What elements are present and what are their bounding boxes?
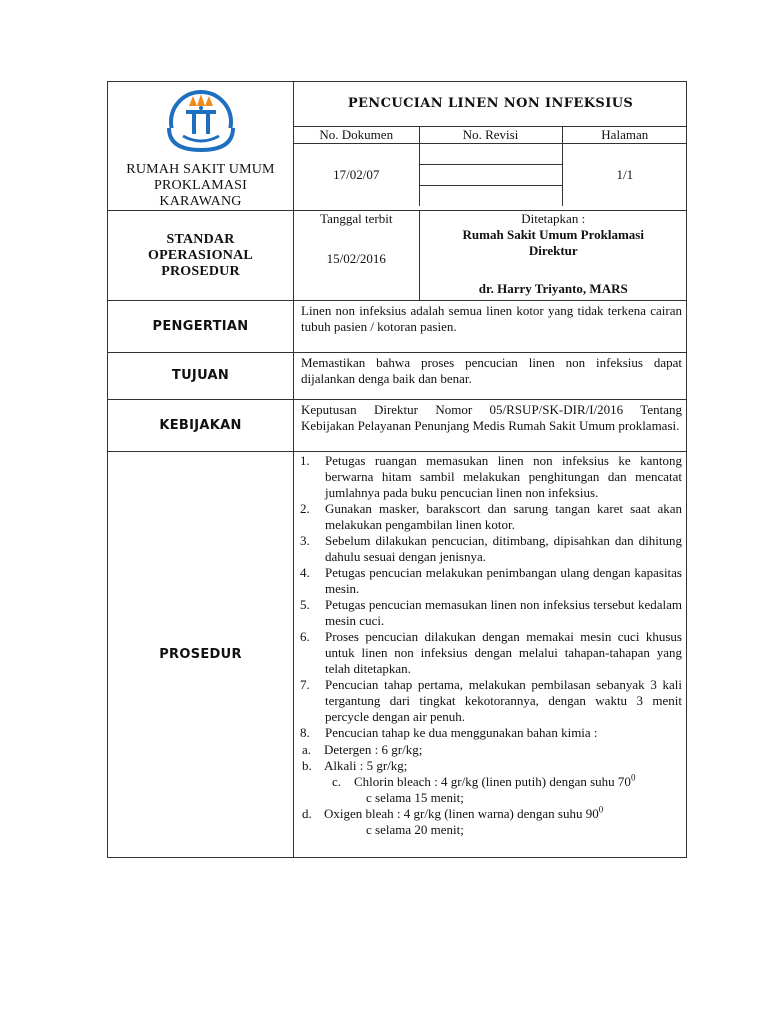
director-name: dr. Harry Triyanto, MARS bbox=[478, 281, 628, 296]
step-number: 7. bbox=[300, 677, 310, 692]
revisi-cell-3 bbox=[419, 186, 562, 207]
sop-document bbox=[107, 81, 686, 858]
revisi-cell-1 bbox=[419, 144, 562, 165]
step-item bbox=[294, 725, 682, 741]
sop-label-line3: PROSEDUR bbox=[161, 263, 240, 279]
degree-sup: 0 bbox=[598, 804, 604, 815]
step-item bbox=[294, 565, 682, 597]
step-item bbox=[294, 677, 682, 725]
step-number: 1. bbox=[300, 453, 310, 468]
step-text: Gunakan masker, barakscort dan sarung tangan karet saat akan melakukan pengambilan linen kotor. bbox=[325, 501, 682, 532]
substep-list bbox=[294, 742, 686, 838]
document-header-grid bbox=[294, 82, 687, 206]
tanggal-value: 15/02/2016 bbox=[326, 251, 386, 266]
degree-sup: 0 bbox=[630, 772, 636, 783]
sop-label bbox=[108, 211, 294, 301]
substep-item bbox=[296, 742, 686, 758]
document-header bbox=[294, 82, 687, 211]
step-item bbox=[294, 501, 682, 533]
sop-info bbox=[294, 211, 687, 301]
substep-item bbox=[296, 774, 686, 790]
ditetapkan-org1: Rumah Sakit Umum Proklamasi bbox=[462, 227, 644, 242]
step-text: Petugas pencucian melakukan penimbangan ulang dengan kapasitas mesin. bbox=[325, 565, 682, 596]
tanggal-cell bbox=[294, 211, 419, 300]
substep-text-wrap bbox=[354, 774, 686, 790]
ditetapkan-org2: Direktur bbox=[528, 243, 578, 258]
prosedur-label: PROSEDUR bbox=[108, 452, 294, 858]
step-number: 3. bbox=[300, 533, 310, 548]
step-item bbox=[294, 453, 682, 501]
step-text: Pencucian tahap pertama, melakukan pembilasan sebanyak 3 kali tergantung dari tingkat kekotorannya, dengan waktu 3 menit percycle dengan air penuh. bbox=[325, 677, 682, 724]
pengertian-text: Linen non infeksius adalah semua linen kotor yang tidak terkena cairan tubuh pasien / kotoran pasien. bbox=[294, 301, 687, 353]
col-dokumen-label: No. Dokumen bbox=[294, 127, 419, 144]
step-text: Sebelum dilakukan pencucian, ditimbang, dipisahkan dan dihitung dahulu sesuai dengan jenisnya. bbox=[325, 533, 682, 564]
tujuan-label: TUJUAN bbox=[108, 353, 294, 400]
halaman-value: 1/1 bbox=[562, 144, 687, 207]
step-number: 2. bbox=[300, 501, 310, 516]
substep-letter: b. bbox=[302, 758, 312, 773]
revisi-cell-2 bbox=[419, 165, 562, 186]
substep-text: Alkali : 5 gr/kg; bbox=[324, 758, 408, 773]
substep-item bbox=[296, 758, 686, 774]
substep-text: Detergen : 6 gr/kg; bbox=[324, 742, 423, 757]
step-item bbox=[294, 629, 682, 677]
step-number: 4. bbox=[300, 565, 310, 580]
step-text: Pencucian tahap ke dua menggunakan bahan kimia : bbox=[325, 725, 598, 740]
hospital-name-line1: RUMAH SAKIT UMUM bbox=[126, 162, 275, 177]
hospital-name-line3: KARAWANG bbox=[159, 194, 242, 209]
substep-text-wrap bbox=[324, 806, 686, 822]
substep-text: Chlorin bleach : 4 gr/kg (linen putih) dengan suhu 70 bbox=[354, 774, 631, 789]
substep-letter: c. bbox=[332, 774, 342, 789]
substep-letter: a. bbox=[302, 742, 312, 757]
step-item bbox=[294, 597, 682, 629]
document-title: PENCUCIAN LINEN NON INFEKSIUS bbox=[294, 82, 687, 127]
pengertian-label: PENGERTIAN bbox=[108, 301, 294, 353]
col-halaman-label: Halaman bbox=[562, 127, 687, 144]
step-text: Proses pencucian dilakukan dengan memakai mesin cuci khusus untuk linen non infeksius dengan melalui tahapan-tahapan yang telah ditetapkan. bbox=[325, 629, 682, 676]
step-number: 5. bbox=[300, 597, 310, 612]
substep-letter: d. bbox=[302, 806, 312, 821]
tujuan-text: Memastikan bahwa proses pencucian linen non infeksius dapat dijalankan denga baik dan benar. bbox=[294, 353, 687, 400]
sop-label-line2: OPERASIONAL bbox=[148, 247, 253, 263]
substep-continuation: c selama 20 menit; bbox=[366, 822, 464, 837]
hospital-name-line2: PROKLAMASI bbox=[153, 178, 247, 193]
dokumen-value: 17/02/07 bbox=[294, 144, 419, 207]
sop-label-line1: STANDAR bbox=[166, 231, 235, 247]
kebijakan-label: KEBIJAKAN bbox=[108, 400, 294, 452]
sop-table bbox=[107, 81, 687, 858]
substep-continuation: c selama 15 menit; bbox=[366, 790, 464, 805]
ditetapkan-cell bbox=[419, 211, 687, 300]
substep-item bbox=[296, 806, 686, 822]
step-text: Petugas pencucian memasukan linen non infeksius tersebut kedalam mesin cuci. bbox=[325, 597, 682, 628]
step-item bbox=[294, 533, 682, 565]
step-text: Petugas ruangan memasukan linen non infeksius ke kantong berwarna hitam sambil melakukan penghitungan dan mencatat jumlahnya pada buku pencucian linen non infeksius. bbox=[325, 453, 682, 500]
prosedur-steps bbox=[294, 453, 686, 741]
tanggal-label: Tanggal terbit bbox=[320, 211, 393, 226]
sop-info-grid bbox=[294, 211, 687, 300]
step-number: 6. bbox=[300, 629, 310, 644]
ditetapkan-label: Ditetapkan : bbox=[521, 211, 586, 226]
prosedur-content bbox=[294, 452, 687, 858]
substep-text: Oxigen bleah : 4 gr/kg (linen warna) dengan suhu 90 bbox=[324, 806, 599, 821]
kebijakan-text: Keputusan Direktur Nomor 05/RSUP/SK-DIR/I/2016 Tentang Kebijakan Pelayanan Penunjang Medis Rumah Sakit Umum proklamasi. bbox=[294, 400, 687, 452]
step-number: 8. bbox=[300, 725, 310, 740]
hospital-identity bbox=[108, 82, 294, 211]
hospital-logo-icon bbox=[159, 88, 243, 156]
col-revisi-label: No. Revisi bbox=[419, 127, 562, 144]
